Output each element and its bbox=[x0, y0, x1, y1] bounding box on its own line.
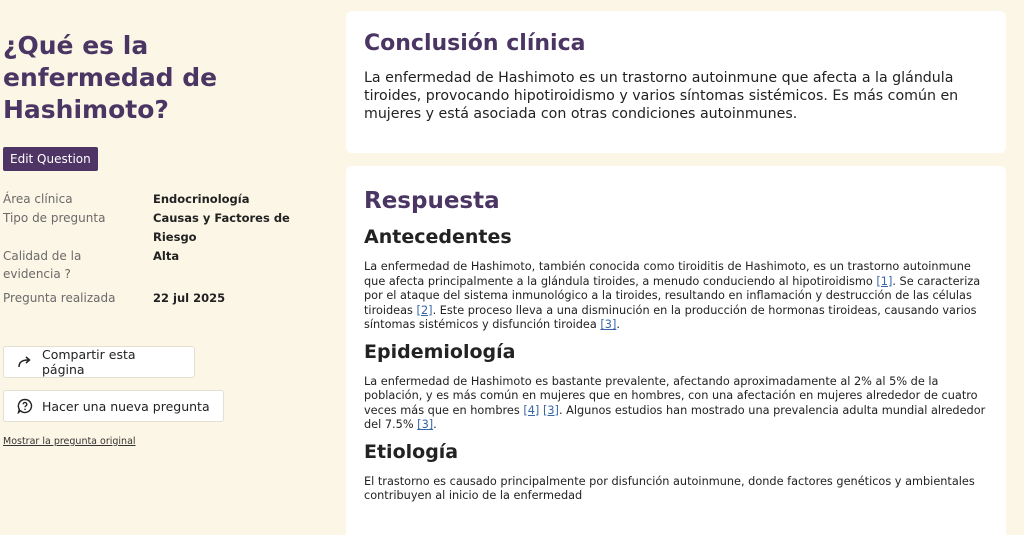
section-text-etiology bbox=[364, 475, 988, 504]
conclusion-title: Conclusión clínica bbox=[364, 31, 586, 56]
question-metadata bbox=[3, 190, 313, 308]
section-heading-etiology: Etiología bbox=[364, 440, 459, 463]
section-heading-background: Antecedentes bbox=[364, 226, 512, 248]
text-fragment: . bbox=[433, 418, 437, 431]
question-bubble-icon bbox=[17, 398, 33, 414]
meta-value: 22 jul 2025 bbox=[153, 291, 226, 305]
conclusion-text: La enfermedad de Hashimoto es un trastorno autoinmune que afecta a la glándula tiroides, provocando hipotiroidismo y varios síntomas sistémicos. Es más común en mujeres y está asociada con otras condiciones autoinmunes. bbox=[364, 70, 959, 122]
new-question-label: Hacer una nueva pregunta bbox=[42, 398, 210, 414]
share-page-label: Compartir esta página bbox=[42, 347, 136, 377]
text-fragment: . Algunos estudios han mostrado una prevalencia adulta mundial alrededor del 7.5% bbox=[364, 403, 986, 431]
section-text-epidemiology bbox=[364, 375, 988, 433]
meta-row-evidence bbox=[3, 247, 313, 283]
share-page-button[interactable] bbox=[3, 346, 195, 378]
section-heading-epidemiology: Epidemiología bbox=[364, 340, 516, 363]
clinical-conclusion-card bbox=[346, 11, 1006, 153]
reference-link[interactable]: [3] bbox=[600, 318, 617, 331]
text-fragment: . Este proceso lleva a una disminución en la producción de hormonas tiroideas, causando varios síntomas sistémicos y disfunción tiroidea bbox=[364, 303, 977, 331]
reference-link[interactable]: [3] bbox=[417, 418, 434, 431]
text-fragment: La enfermedad de Hashimoto, también conocida como tiroiditis de Hashimoto, es un trastorno autoinmune que afecta principalmente a la glándula tiroides, a menudo conduciendo al hipotiroidismo bbox=[364, 260, 971, 288]
reference-link[interactable]: [1] bbox=[876, 274, 893, 288]
meta-label: Área clínica bbox=[3, 192, 73, 206]
question-sidebar bbox=[3, 0, 323, 535]
answer-card bbox=[346, 166, 1006, 535]
reference-link[interactable]: [4] bbox=[523, 403, 540, 417]
section-text-background bbox=[364, 260, 988, 333]
answer-title: Respuesta bbox=[364, 188, 500, 214]
reference-link[interactable]: [3] bbox=[542, 403, 559, 417]
share-arrow-icon bbox=[17, 354, 33, 370]
edit-question-button[interactable]: Edit Question bbox=[3, 147, 98, 171]
text-fragment: El trastorno es causado principalmente por disfunción autoinmune, donde factores genéticos y ambientales contribuyen al inicio de la enfermedad bbox=[364, 474, 975, 502]
meta-value: Endocrinología bbox=[153, 192, 250, 206]
text-fragment: La enfermedad de Hashimoto es bastante prevalente, afectando aproximadamente al 2% al 5% de la población, y es más común en mujeres que en hombres, con una afectación en mujeres alrededor de cuatro veces más que en hombres bbox=[364, 374, 978, 417]
meta-row-area bbox=[3, 190, 313, 209]
show-original-question-link[interactable]: Mostrar la pregunta original bbox=[3, 436, 136, 447]
new-question-button[interactable] bbox=[3, 390, 224, 422]
meta-row-type bbox=[3, 209, 313, 247]
meta-label: Pregunta realizada bbox=[3, 291, 116, 305]
text-fragment: . bbox=[616, 318, 620, 331]
question-title: ¿Qué es la enfermedad de Hashimoto? bbox=[3, 31, 218, 124]
meta-label[interactable]: Calidad de la evidencia ? bbox=[3, 249, 82, 281]
meta-label: Tipo de pregunta bbox=[3, 211, 106, 225]
text-fragment: . Se caracteriza por el ataque del sistema inmunológico a la tiroides, resultando en inflamación y destrucción de las células tiroideas bbox=[364, 274, 981, 317]
meta-value: Alta bbox=[153, 249, 180, 263]
meta-row-date bbox=[3, 289, 313, 308]
reference-link[interactable]: [2] bbox=[416, 303, 433, 317]
meta-value: Causas y Factores de Riesgo bbox=[153, 211, 290, 244]
